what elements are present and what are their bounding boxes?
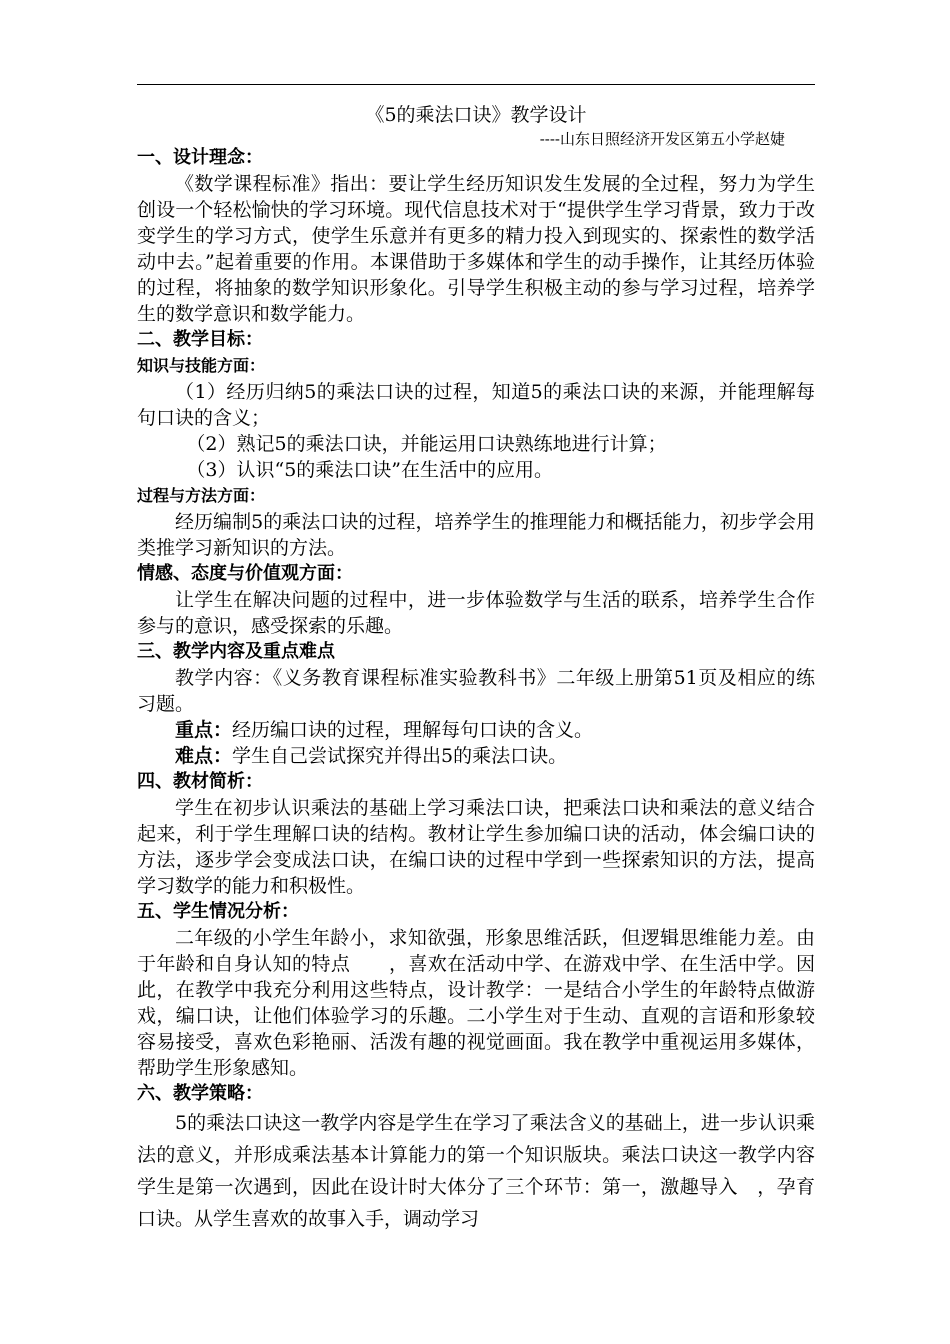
difficult-point-text: 学生自己尝试探究并得出5的乘法口诀。: [232, 745, 568, 767]
paragraph: 二年级的小学生年龄小，求知欲强，形象思维活跃，但逻辑思维能力差。由于年龄和自身认知的特点 ，喜欢在活动中学、在游戏中学、在生活中学。因此，在教学中我充分利用这些特点，设计教学：一是结合小学生的年龄特点做游戏，编口诀，让他们体验学习的乐趣。二小学生对于生动、直观的言语和形象较容易接受，喜欢色彩艳丽、活泼有趣的视觉画面。我在教学中重视运用多媒体，帮助学生形象感知。: [137, 927, 815, 1079]
paragraph: 5的乘法口诀这一教学内容是学生在学习了乘法含义的基础上，进一步认识乘法的意义，并形成乘法基本计算能力的第一个知识版块。乘法口诀这一教学内容学生是第一次遇到，因此在设计时大体分了三个环节：第一，激趣导入 ，孕育口诀。从学生喜欢的故事入手，调动学习: [137, 1112, 815, 1230]
section-heading-5: 五、学生情况分析：: [137, 901, 299, 922]
key-point-text: 经历编口诀的过程，理解每句口诀的含义。: [232, 719, 594, 741]
difficult-point: [137, 743, 815, 769]
subheading-knowledge: 知识与技能方面：: [137, 356, 266, 375]
document-author: ----山东日照经济开发区第五小学赵婕: [539, 130, 785, 148]
section-heading-2: 二、教学目标：: [137, 329, 263, 350]
list-item: （1）经历归纳5的乘法口诀的过程，知道5的乘法口诀的来源，并能理解每句口诀的含义；: [137, 381, 815, 429]
section-heading-6: 六、教学策略：: [137, 1083, 263, 1104]
section-heading-4: 四、教材简析：: [137, 771, 263, 792]
document-body: [137, 145, 815, 1235]
document-title: 《5的乘法口诀》教学设计: [365, 104, 587, 126]
subheading-emotion: 情感、态度与价值观方面：: [137, 563, 353, 584]
key-point: [137, 717, 815, 743]
header-rule: [137, 84, 815, 85]
paragraph: 经历编制5的乘法口诀的过程，培养学生的推理能力和概括能力，初步学会用类推学习新知识的方法。: [137, 511, 815, 559]
paragraph: 让学生在解决问题的过程中，进一步体验数学与生活的联系，培养学生合作参与的意识，感受探索的乐趣。: [137, 589, 815, 637]
section-heading-3: 三、教学内容及重点难点: [137, 641, 335, 662]
difficult-point-label: 难点：: [175, 745, 233, 767]
paragraph: 学生在初步认识乘法的基础上学习乘法口诀，把乘法口诀和乘法的意义结合起来，利于学生理解口诀的结构。教材让学生参加编口诀的活动，体会编口诀的方法，逐步学会变成法口诀，在编口诀的过程中学到一些探索知识的方法，提高学习数学的能力和积极性。: [137, 797, 815, 897]
section-heading-1: 一、设计理念：: [137, 147, 263, 168]
paragraph: 《数学课程标准》指出：要让学生经历知识发生发展的全过程，努力为学生创设一个轻松愉快的学习环境。现代信息技术对于“提供学生学习背景，致力于改变学生的学习方式，使学生乐意并有更多的精力投入到现实的、探索性的数学活动中去。”起着重要的作用。本课借助于多媒体和学生的动手操作，让其经历体验的过程，将抽象的数学知识形象化。引导学生积极主动的参与学习过程，培养学生的数学意识和数学能力。: [137, 173, 815, 325]
paragraph: 教学内容：《义务教育课程标准实验教科书》二年级上册第51页及相应的练习题。: [137, 667, 815, 715]
key-point-label: 重点：: [175, 719, 233, 741]
subheading-process: 过程与方法方面：: [137, 486, 266, 505]
list-item: （3）认识“5的乘法口诀”在生活中的应用。: [186, 459, 553, 481]
list-item: （2）熟记5的乘法口诀，并能运用口诀熟练地进行计算；: [186, 433, 667, 455]
